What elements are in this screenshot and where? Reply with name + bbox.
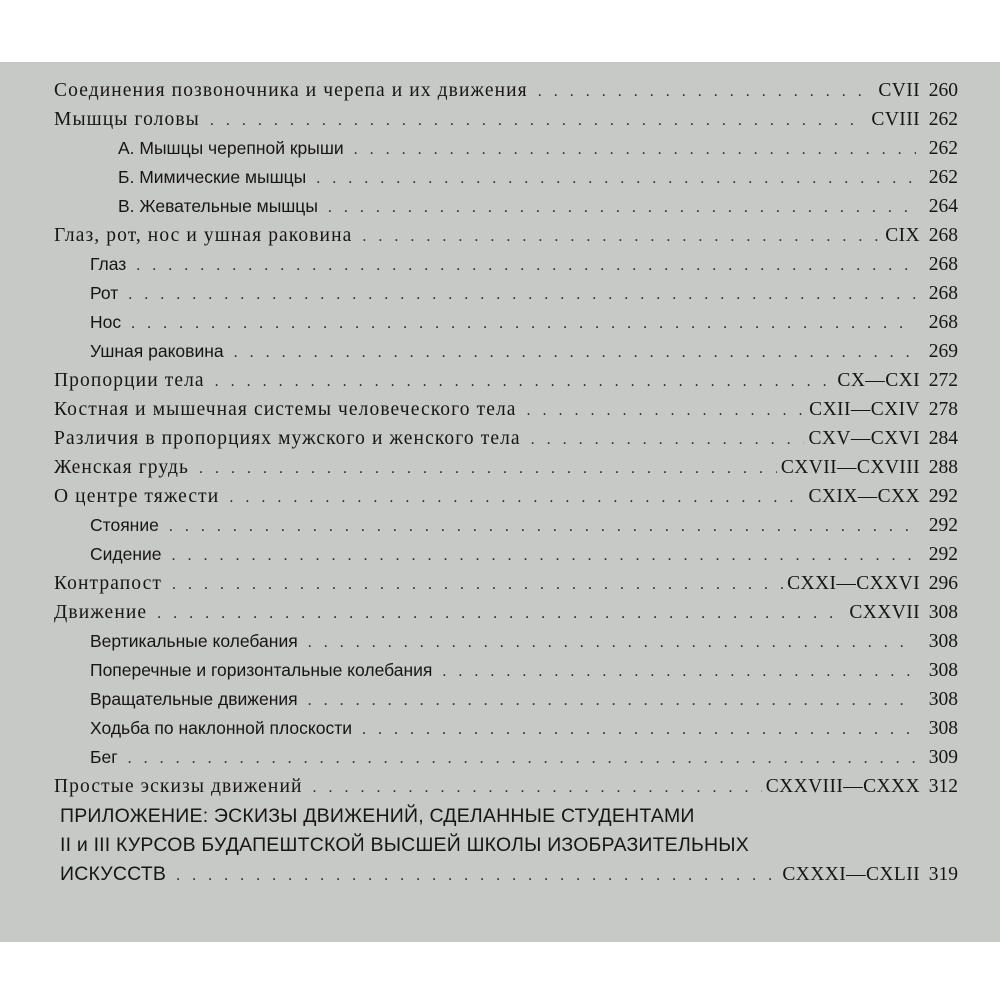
toc-entry [54, 457, 958, 486]
toc-entry-page-number: 268 [928, 283, 958, 304]
toc-entry [54, 138, 958, 167]
toc-entry-title: Костная и мышечная системы человеческого тела [54, 399, 517, 420]
toc-entry-page-number: 268 [928, 254, 958, 275]
toc-entry-title: Глаз [90, 254, 127, 274]
toc-entry [54, 515, 958, 544]
toc-appendix-entry [54, 805, 958, 892]
toc-entry [54, 486, 958, 515]
toc-entry-page-number: 269 [928, 341, 958, 362]
toc-entry-page-number: 264 [928, 196, 958, 217]
toc-entry-page-number: 262 [928, 167, 958, 188]
dot-leader [354, 141, 916, 159]
appendix-line-1 [54, 805, 958, 834]
dot-leader [538, 83, 875, 101]
toc-entry-page-number: 292 [928, 486, 958, 507]
dot-leader [313, 779, 762, 797]
toc-entry-page-number: 309 [928, 747, 958, 768]
toc-entry-plate-range: CXVII—CXVIII [780, 457, 920, 478]
dot-leader [157, 605, 845, 623]
toc-entry-plate-range: CX—CXI [837, 370, 920, 391]
toc-entry-plate-range: CVII [878, 80, 920, 101]
toc-entry-page-number: 262 [928, 109, 958, 130]
toc-entry-title: Вертикальные колебания [90, 631, 298, 651]
toc-entry-page-number: 296 [928, 573, 958, 594]
toc-entry-page-number: 292 [928, 515, 958, 536]
appendix-page-number: 319 [928, 864, 958, 885]
toc-entry [54, 573, 958, 602]
toc-entry-title: Пропорции тела [54, 370, 205, 391]
dot-leader [172, 576, 783, 594]
toc-entry [54, 341, 958, 370]
dot-leader [362, 228, 881, 246]
toc-entry [54, 660, 958, 689]
toc-entry-title: Ходьба по наклонной плоскости [90, 718, 353, 738]
dot-leader [215, 373, 834, 391]
appendix-line-3 [54, 863, 958, 892]
toc-entry-title: Вращательные движения [90, 689, 298, 709]
toc-entry-page-number: 308 [928, 718, 958, 739]
toc-entry [54, 196, 958, 225]
appendix-plate-range: CXXXI—CXLII [782, 864, 920, 885]
toc-entry-title: Нос [90, 312, 122, 332]
toc-entry-page-number: 312 [928, 776, 958, 797]
toc-entry-title: Женская грудь [54, 457, 190, 478]
dot-leader [169, 518, 916, 536]
toc-entry-title: Бег [90, 747, 118, 767]
toc-entry-title: Движение [54, 602, 148, 623]
toc-entry-page-number: 288 [928, 457, 958, 478]
toc-entry-page-number: 278 [928, 399, 958, 420]
dot-leader [308, 692, 916, 710]
toc-entry-title: Сидение [90, 544, 162, 564]
toc-entry-title: Б. Мимические мышцы [118, 167, 307, 187]
toc-entry-page-number: 308 [928, 602, 958, 623]
toc-entry-title: Контрапост [54, 573, 162, 594]
dot-leader [128, 750, 916, 768]
dot-leader [442, 663, 916, 681]
toc-entry-page-number: 260 [928, 80, 958, 101]
toc-entry [54, 167, 958, 196]
toc-entry-page-number: 308 [928, 631, 958, 652]
toc-entry-plate-range: CXII—CXIV [809, 399, 920, 420]
toc-entry [54, 776, 958, 805]
dot-leader [316, 170, 916, 188]
dot-leader [328, 199, 916, 217]
toc-entry-plate-range: CXV—CXVI [808, 428, 920, 449]
dot-leader [234, 344, 916, 362]
toc-entry-title: А. Мышцы черепной крыши [118, 138, 344, 158]
toc-entry-title: Соединения позвоночника и черепа и их движения [54, 80, 528, 101]
dot-leader [527, 402, 806, 420]
dot-leader [176, 867, 778, 885]
toc-entry-plate-range: CVIII [871, 109, 920, 130]
dot-leader [128, 286, 916, 304]
toc-entry-plate-range: CXIX—CXX [808, 486, 920, 507]
dot-leader [199, 460, 777, 478]
toc-entry-plate-range: CIX [885, 225, 920, 246]
appendix-title-line-2: II и III КУРСОВ БУДАПЕШТСКОЙ ВЫСШЕЙ ШКОЛЫ ИЗОБРАЗИТЕЛЬНЫХ [60, 834, 749, 856]
toc-entry-page-number: 284 [928, 428, 958, 449]
toc-entry-page-number: 268 [928, 312, 958, 333]
toc-entry [54, 254, 958, 283]
appendix-line-2 [54, 834, 958, 863]
dot-leader [136, 257, 916, 275]
toc-entry [54, 370, 958, 399]
toc-entries [54, 80, 958, 805]
dot-leader [229, 489, 804, 507]
toc-entry-title: Мышцы головы [54, 109, 200, 130]
appendix-title-line-3: ИСКУССТВ [60, 863, 167, 885]
table-of-contents [54, 80, 958, 892]
toc-entry-page-number: 272 [928, 370, 958, 391]
toc-entry-title: Поперечные и горизонтальные колебания [90, 660, 433, 680]
toc-entry-title: Глаз, рот, нос и ушная раковина [54, 225, 353, 246]
toc-entry-plate-range: CXXVIII—CXXX [765, 776, 920, 797]
toc-entry-plate-range: CXXVII [849, 602, 920, 623]
toc-entry [54, 428, 958, 457]
toc-entry [54, 747, 958, 776]
toc-entry-title: Ушная раковина [90, 341, 224, 361]
dot-leader [210, 112, 868, 130]
toc-entry-plate-range: CXXI—CXXVI [787, 573, 920, 594]
toc-entry [54, 283, 958, 312]
toc-entry [54, 312, 958, 341]
dot-leader [131, 315, 916, 333]
toc-entry [54, 544, 958, 573]
toc-entry-page-number: 292 [928, 544, 958, 565]
toc-entry-title: В. Жевательные мышцы [118, 196, 318, 216]
toc-entry-title: Простые эскизы движений [54, 776, 303, 797]
toc-entry [54, 631, 958, 660]
dot-leader [531, 431, 805, 449]
toc-entry-title: Различия в пропорциях мужского и женского тела [54, 428, 521, 449]
toc-entry [54, 689, 958, 718]
appendix-title-line-1: ПРИЛОЖЕНИЕ: ЭСКИЗЫ ДВИЖЕНИЙ, СДЕЛАННЫЕ СТУДЕНТАМИ [60, 805, 695, 827]
dot-leader [172, 547, 916, 565]
toc-entry-page-number: 308 [928, 660, 958, 681]
dot-leader [308, 634, 916, 652]
toc-entry [54, 718, 958, 747]
toc-entry-page-number: 268 [928, 225, 958, 246]
dot-leader [362, 721, 916, 739]
toc-entry-title: Рот [90, 283, 119, 303]
toc-entry [54, 225, 958, 254]
toc-entry [54, 399, 958, 428]
toc-entry [54, 109, 958, 138]
toc-entry [54, 80, 958, 109]
toc-entry-title: О центре тяжести [54, 486, 220, 507]
toc-entry-page-number: 262 [928, 138, 958, 159]
toc-entry [54, 602, 958, 631]
toc-entry-page-number: 308 [928, 689, 958, 710]
toc-entry-title: Стояние [90, 515, 159, 535]
